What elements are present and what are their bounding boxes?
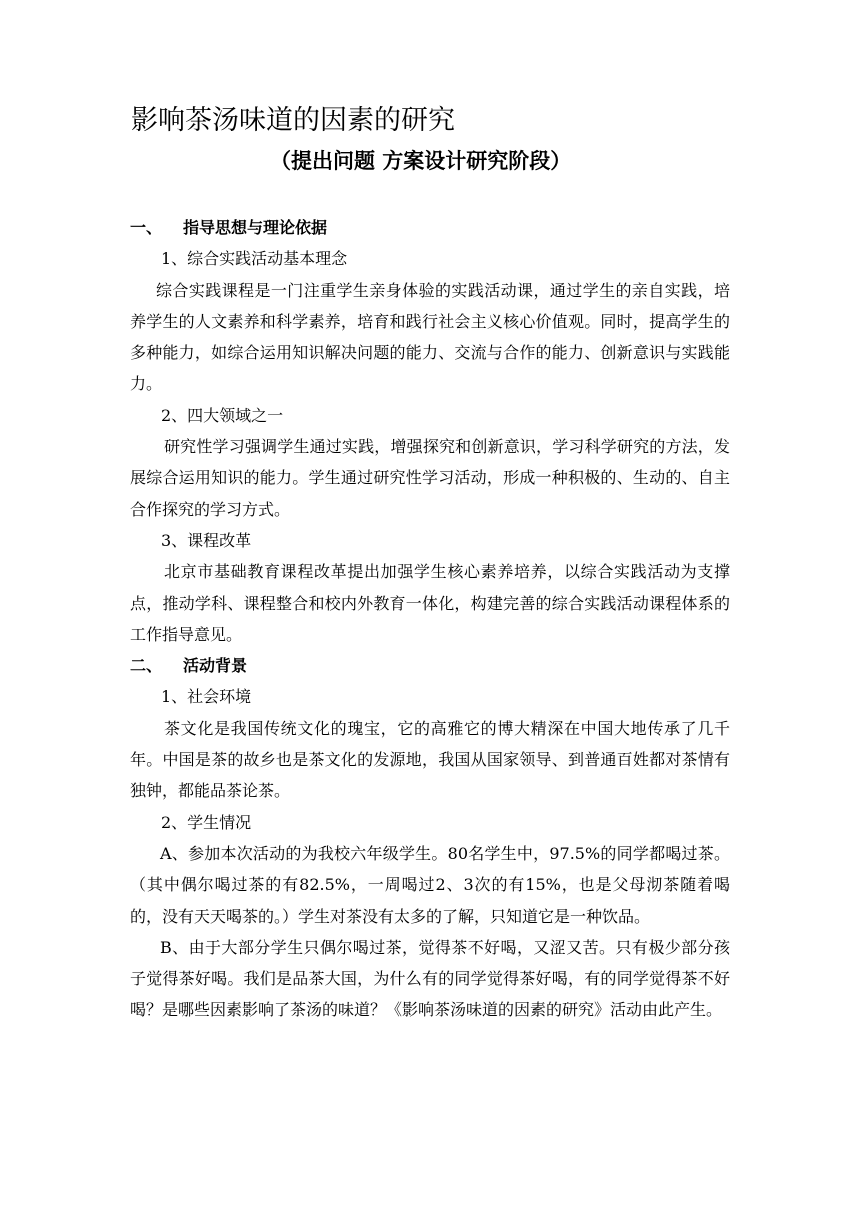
section-number: 二、 [130,656,163,676]
section-heading-2 [130,650,730,681]
subsection-heading: 3、课程改革 [161,530,252,550]
subsection-heading: 1、社会环境 [161,687,252,707]
document-body [130,212,730,1026]
paragraph: 综合实践课程是一门注重学生亲身体验的实践活动课，通过学生的亲自实践，培养学生的人文素养和科学素养，培育和践行社会主义核心价值观。同时，提高学生的多种能力，如综合运用知识解决问题的能力、交流与合作的能力、创新意识与实践能力。 [130,280,730,394]
paragraph: A、参加本次活动的为我校六年级学生。80名学生中，97.5%的同学都喝过茶。（其中偶尔喝过茶的有82.5%，一周喝过2、3次的有15%，也是父母沏茶随着喝的，没有天天喝茶的。）学生对茶没有太多的了解，只知道它是一种饮品。 [130,843,730,926]
section-heading-1 [130,212,730,243]
subsection-heading: 2、四大领域之一 [161,405,284,425]
subsection-heading: 2、学生情况 [161,812,252,832]
subsection-heading: 1、综合实践活动基本理念 [161,249,348,269]
paragraph: 茶文化是我国传统文化的瑰宝，它的高雅它的博大精深在中国大地传承了几千年。中国是茶的故乡也是茶文化的发源地，我国从国家领导、到普通百姓都对茶情有独钟，都能品茶论茶。 [130,718,730,801]
document-subtitle: （提出问题 方案设计研究阶段） [270,148,572,173]
document-title: 影响茶汤味道的因素的研究 [131,105,455,136]
paragraph: B、由于大部分学生只偶尔喝过茶，觉得茶不好喝，又涩又苦。只有极少部分孩子觉得茶好喝。我们是品茶大国，为什么有的同学觉得茶好喝，有的同学觉得茶不好喝？是哪些因素影响了茶汤的味道？《影响茶汤味道的因素的研究》活动由此产生。 [130,937,730,1020]
section-heading-text: 活动背景 [183,656,248,676]
paragraph: 研究性学习强调学生通过实践，增强探究和创新意识，学习科学研究的方法，发展综合运用知识的能力。学生通过研究性学习活动，形成一种积极的、生动的、自主合作探究的学习方式。 [130,437,730,519]
paragraph: 北京市基础教育课程改革提出加强学生核心素养培养，以综合实践活动为支撑点，推动学科、课程整合和校内外教育一体化，构建完善的综合实践活动课程体系的工作指导意见。 [130,562,730,644]
section-heading-text: 指导思想与理论依据 [183,218,328,237]
section-number: 一、 [130,218,163,237]
